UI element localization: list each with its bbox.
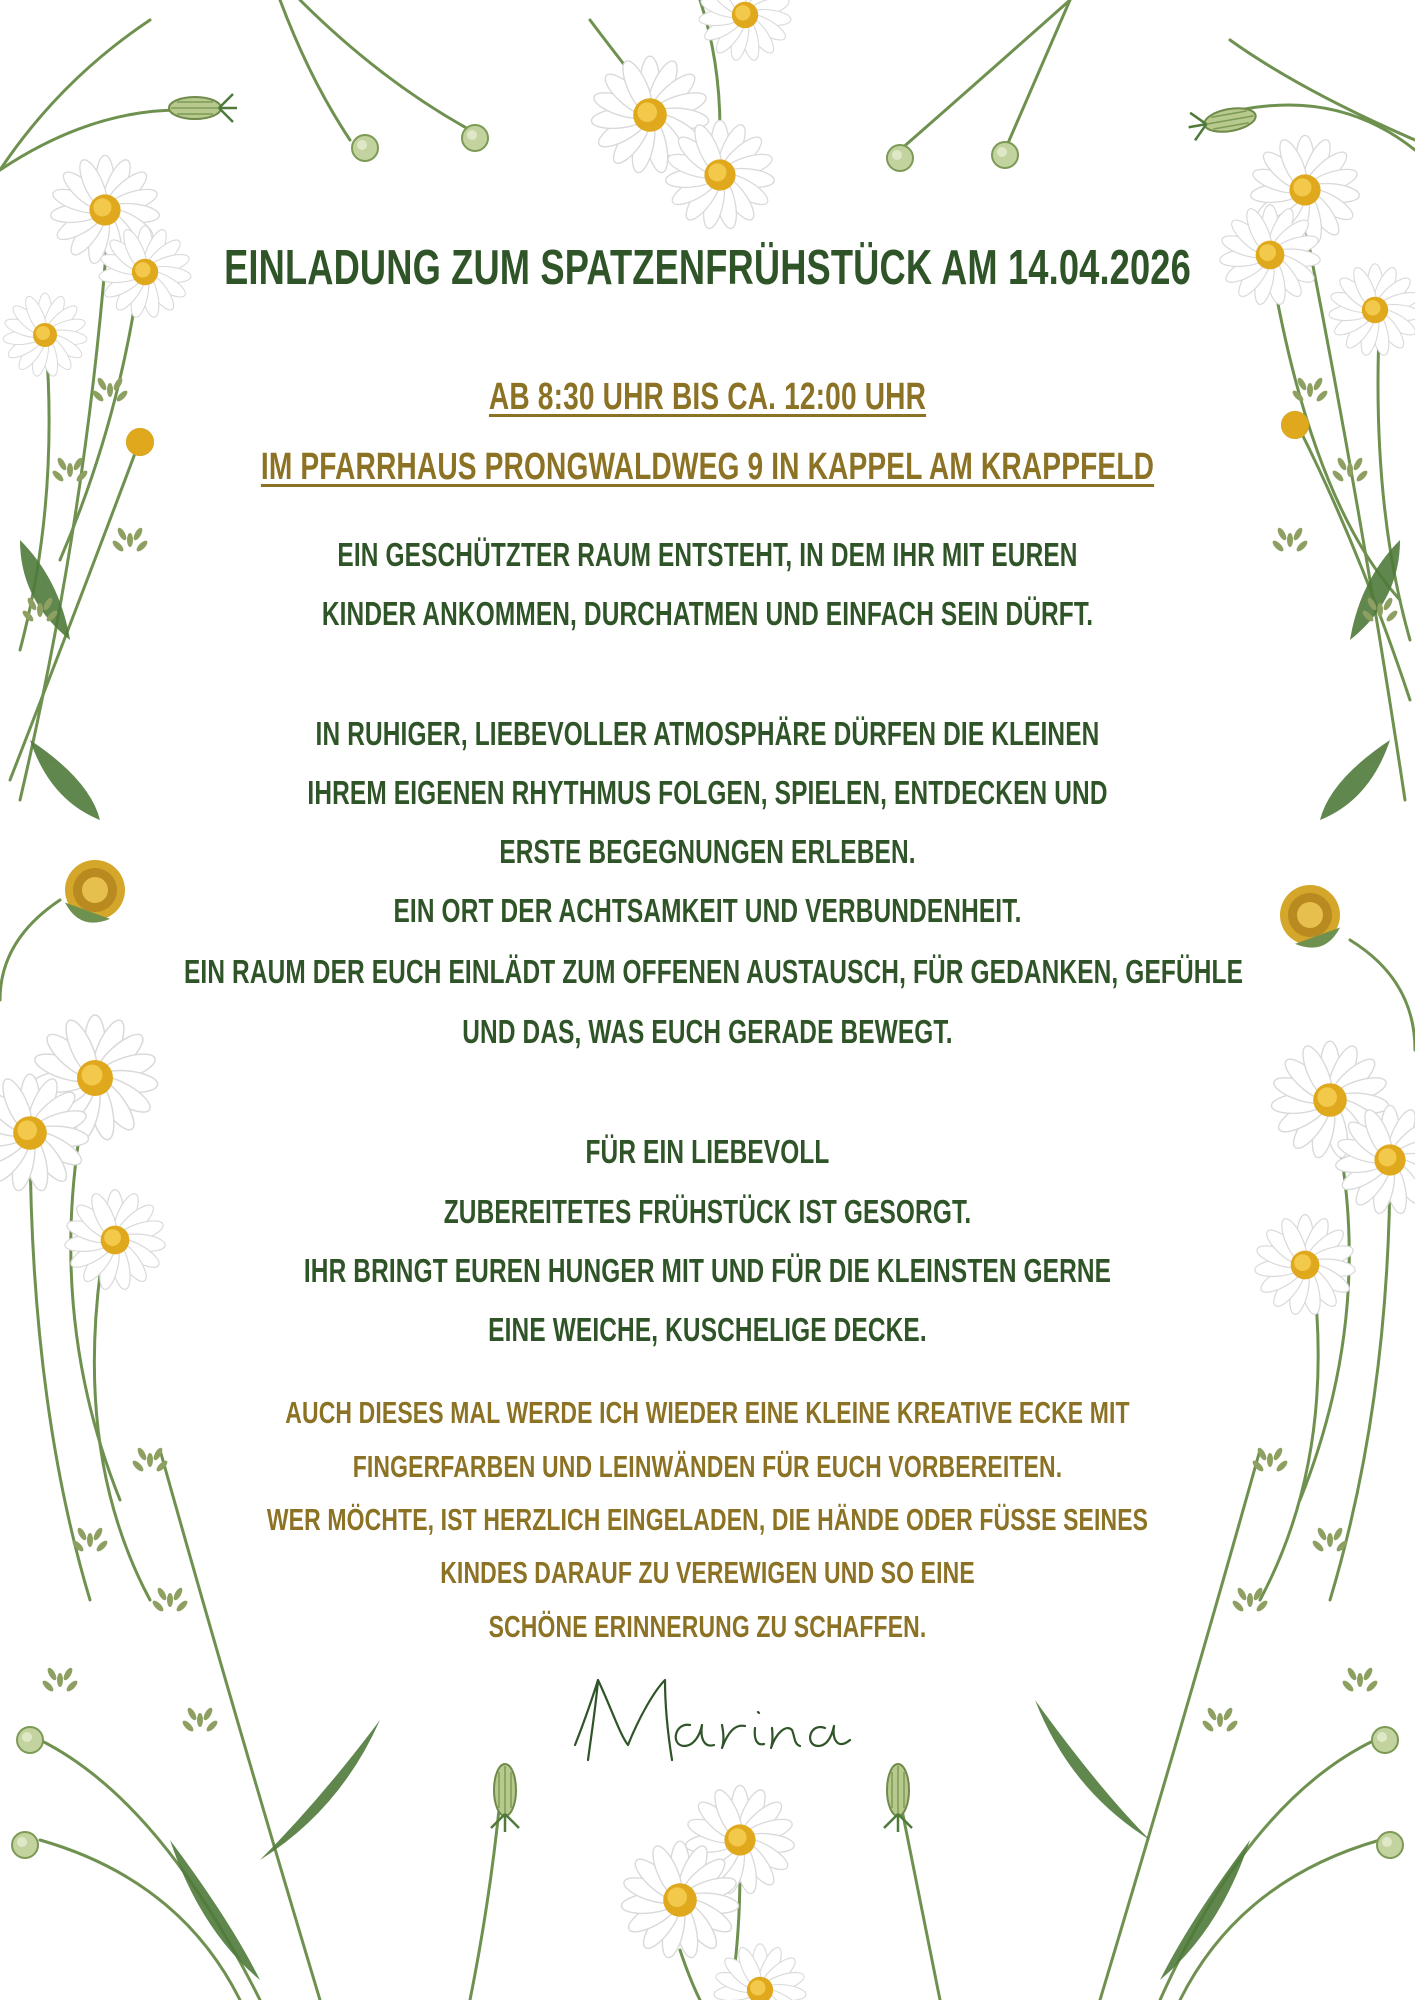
text-line: IHR BRINGT EUREN HUNGER MIT UND FÜR DIE KLEINSTEN GERNE (303, 1252, 1112, 1289)
text-line: IN RUHIGER, LIEBEVOLLER ATMOSPHÄRE DÜRFEN DIE KLEINEN (315, 715, 1100, 752)
text-line: KINDER ANKOMMEN, DURCHATMEN UND EINFACH SEIN DÜRFT. (321, 595, 1094, 632)
location-line: IM PFARRHAUS PRONGWALDWEG 9 IN KAPPEL AM KRAPPFELD (260, 446, 1155, 488)
text-line: WER MÖCHTE, IST HERZLICH EINGELADEN, DIE HÄNDE ODER FÜSSE SEINES (266, 1502, 1149, 1537)
time-line: AB 8:30 UHR BIS CA. 12:00 UHR (488, 376, 927, 418)
text-line: ERSTE BEGEGNUNGEN ERLEBEN. (499, 833, 916, 870)
text-line: IHREM EIGENEN RHYTHMUS FOLGEN, SPIELEN, ENTDECKEN UND (307, 774, 1108, 811)
text-line: UND DAS, WAS EUCH GERADE BEWEGT. (462, 1013, 953, 1050)
text-line: EIN GESCHÜTZTER RAUM ENTSTEHT, IN DEM IHR MIT EUREN (337, 536, 1078, 573)
text-line: EIN ORT DER ACHTSAMKEIT UND VERBUNDENHEIT. (393, 892, 1022, 929)
text-line: SCHÖNE ERINNERUNG ZU SCHAFFEN. (488, 1609, 927, 1644)
text-line: KINDES DARAUF ZU VEREWIGEN UND SO EINE (440, 1555, 975, 1590)
invitation-title: EINLADUNG ZUM SPATZENFRÜHSTÜCK AM 14.04.2026 (224, 241, 1191, 295)
text-line: AUCH DIESES MAL WERDE ICH WIEDER EINE KLEINE KREATIVE ECKE MIT (285, 1395, 1130, 1430)
text-line: EINE WEICHE, KUSCHELIGE DECKE. (488, 1311, 927, 1348)
text-line: FÜR EIN LIEBEVOLL (585, 1133, 830, 1170)
text-line: ZUBEREITETES FRÜHSTÜCK IST GESORGT. (443, 1193, 972, 1230)
text-line: FINGERFARBEN UND LEINWÄNDEN FÜR EUCH VORBEREITEN. (352, 1449, 1063, 1484)
text-line: EIN RAUM DER EUCH EINLÄDT ZUM OFFENEN AUSTAUSCH, FÜR GEDANKEN, GEFÜHLE (183, 953, 1244, 990)
